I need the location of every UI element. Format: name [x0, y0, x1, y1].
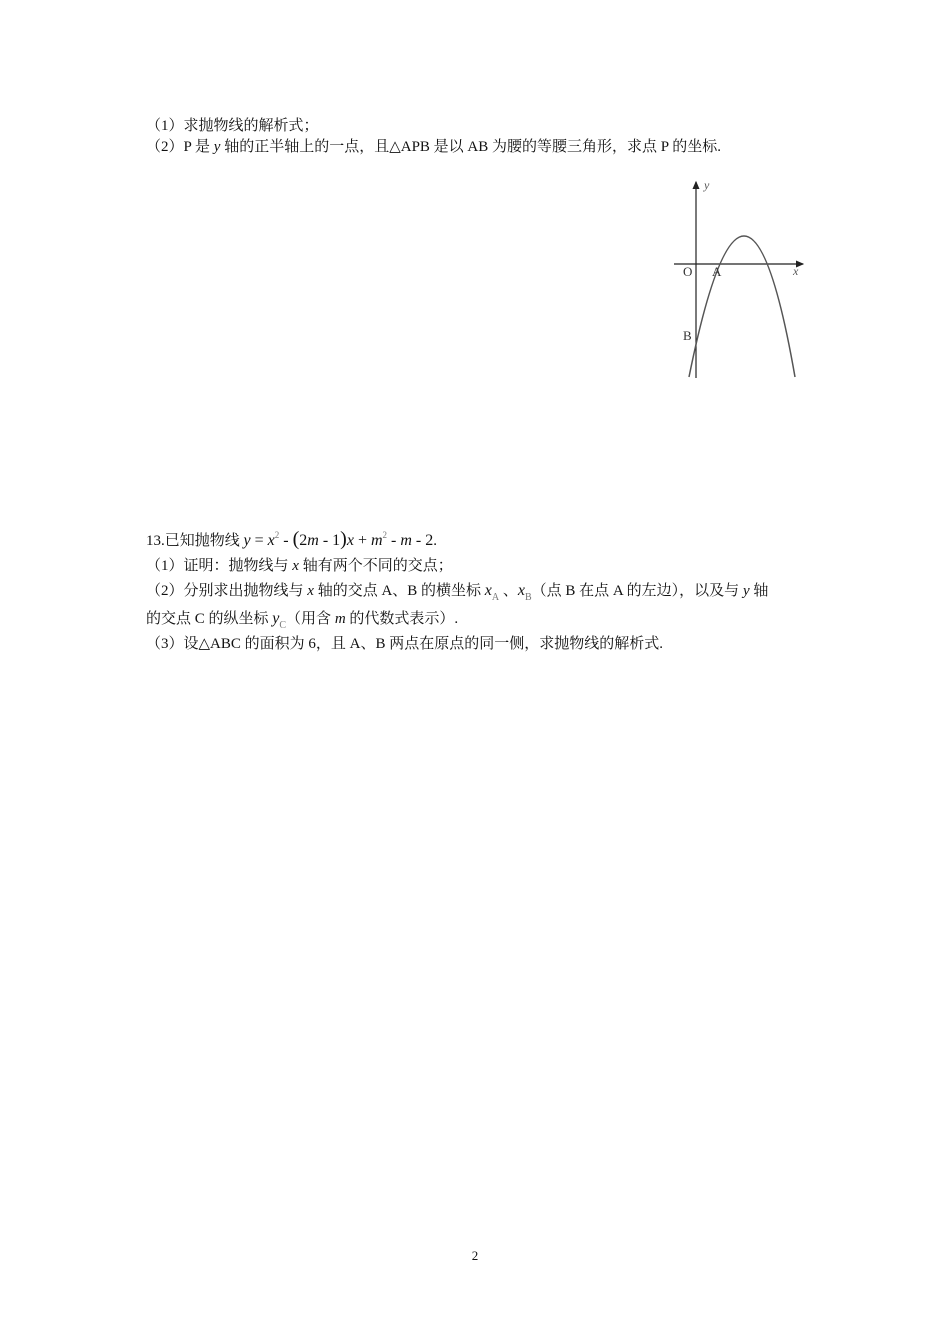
page-number: 2: [471, 1248, 479, 1263]
q13-part3: （3）设△ABC 的面积为 6，且 A、B 两点在原点的同一侧，求抛物线的解析式.: [146, 636, 663, 652]
q13-stem: 13.已知抛物线 $y = x^2 - (2m - 1)x + m^2 - m - 2$.: [146, 528, 437, 550]
point-b-label: B: [683, 328, 692, 343]
point-a-label: A: [712, 264, 722, 279]
q13-part1: （1）证明：抛物线与 x 轴有两个不同的交点；: [146, 558, 453, 574]
y-axis-label: y: [704, 178, 710, 192]
x-axis-label: x: [793, 264, 799, 278]
parabola-curve: [689, 236, 795, 377]
q12-part1: （1）求抛物线的解析式；: [146, 118, 319, 134]
q13-part2-line2: 的交点 C 的纵坐标 $y_C$（用含 m 的代数式表示）.: [146, 610, 459, 631]
q13-equation: $y = x^2 - (2m - 1)x + m^2 - m - 2$: [243, 528, 434, 550]
parabola-figure: [660, 172, 820, 387]
origin-label: O: [683, 264, 693, 279]
q12-part2: （2）P 是 y 轴的正半轴上的一点，且△APB 是以 AB 为腰的等腰三角形，求点 P 的坐标.: [146, 139, 722, 155]
q13-part2-line1: （2）分别求出抛物线与 x 轴的交点 A、B 的横坐标 $x_A$ 、$x_B$（点 B 在点 A 的左边），以及与 y 轴: [146, 582, 769, 603]
